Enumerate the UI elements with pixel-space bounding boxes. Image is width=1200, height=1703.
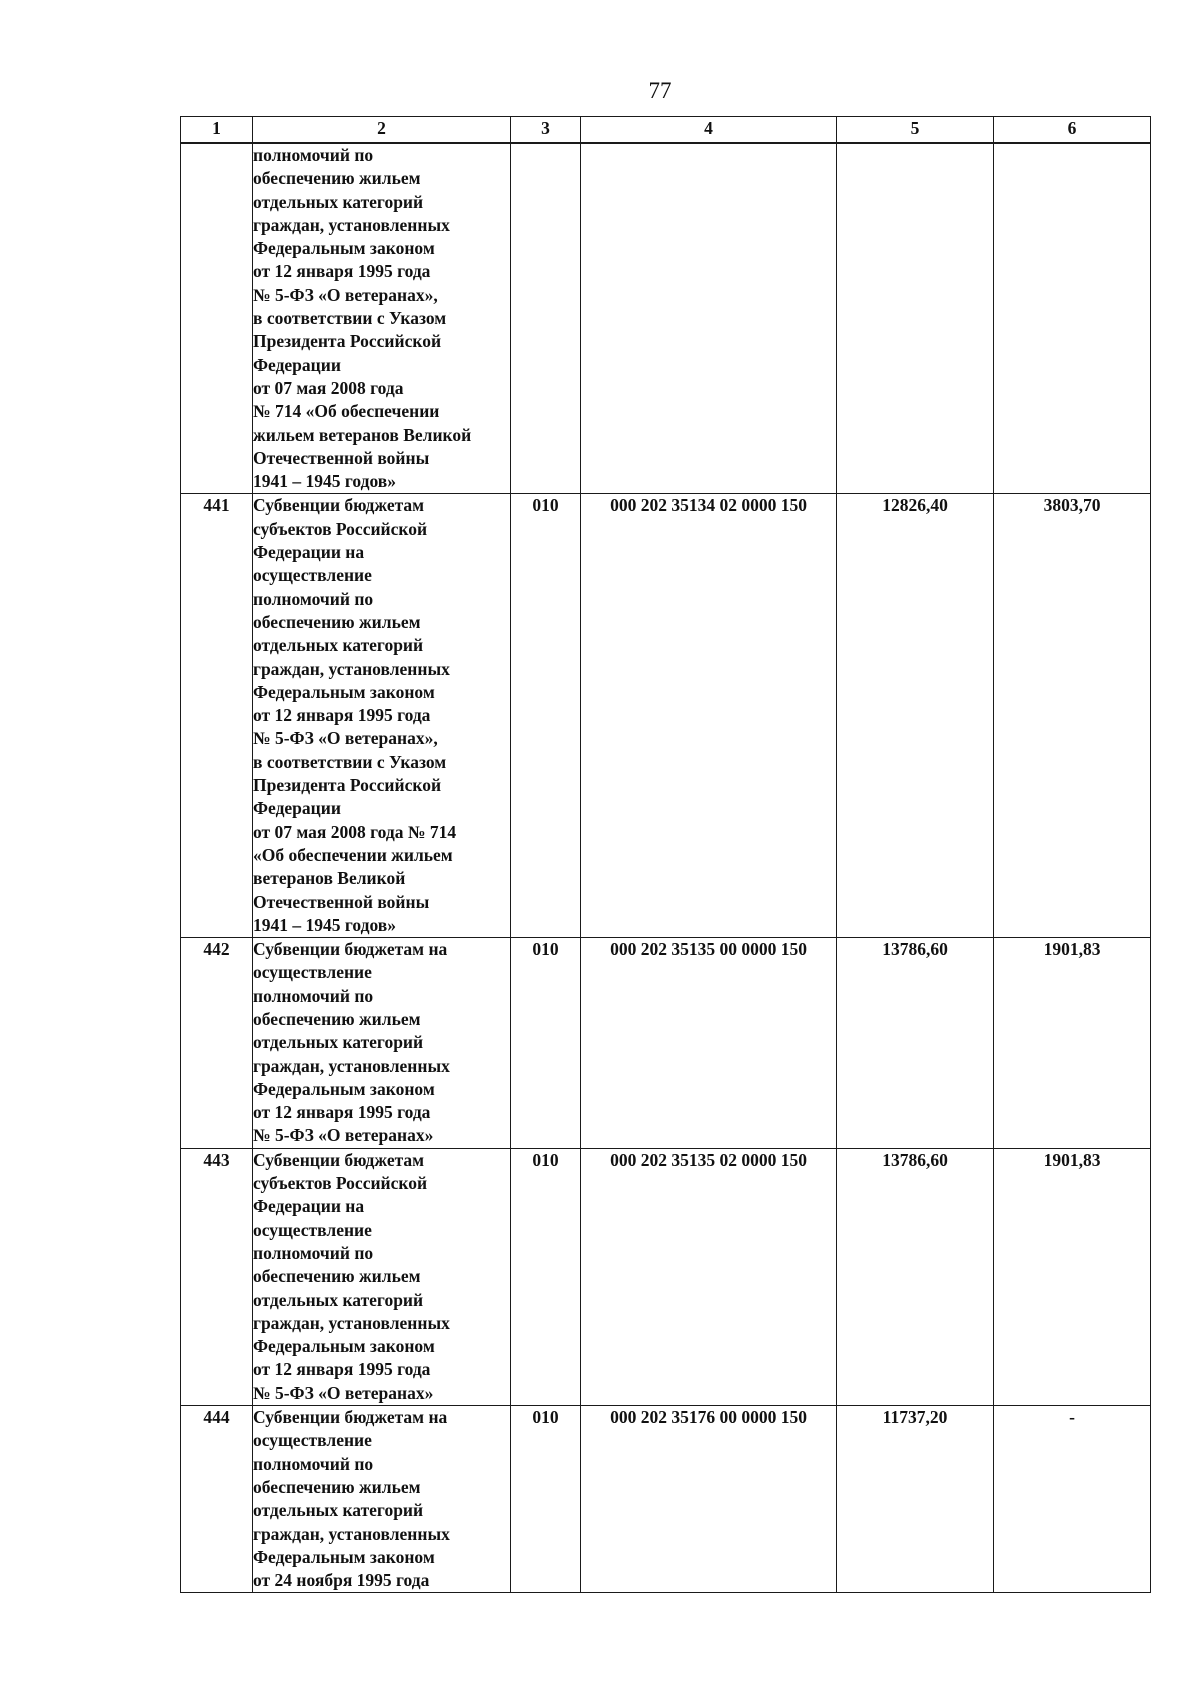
row-name: полномочий по обеспечению жильем отдельных категорий граждан, установленных Федеральным законом от 12 января 1995 года № 5-ФЗ «О ветеранах», в соответствии с Указом Президента Российской Федерации от 07 мая 2008 года № 714 «Об обеспечении жильем ветеранов Великой Отечественной войны 1941 – 1945 годов» [253, 143, 511, 494]
header-col-3: 3 [511, 117, 581, 144]
row-amount-6 [994, 143, 1151, 494]
row-amount-5 [837, 143, 994, 494]
row-budget-code: 000 202 35176 00 0000 150 [581, 1406, 837, 1593]
row-number: 442 [181, 938, 253, 1149]
header-row [181, 117, 1151, 144]
page-number: 77 [648, 78, 672, 103]
table-body [181, 143, 1151, 1593]
row-amount-6: 1901,83 [994, 1148, 1151, 1405]
header-col-4: 4 [581, 117, 837, 144]
row-admin-code: 010 [511, 494, 581, 938]
table-header [181, 117, 1151, 144]
header-col-1: 1 [181, 117, 253, 144]
header-col-6: 6 [994, 117, 1151, 144]
row-amount-5: 13786,60 [837, 1148, 994, 1405]
row-budget-code [581, 143, 837, 494]
table-row [181, 1406, 1151, 1593]
row-amount-5: 13786,60 [837, 938, 994, 1149]
row-amount-5: 11737,20 [837, 1406, 994, 1593]
row-admin-code: 010 [511, 1148, 581, 1405]
row-number [181, 143, 253, 494]
row-amount-5: 12826,40 [837, 494, 994, 938]
row-name: Субвенции бюджетам на осуществление полномочий по обеспечению жильем отдельных категорий граждан, установленных Федеральным законом от 24 ноября 1995 года [253, 1406, 511, 1593]
row-admin-code: 010 [511, 1406, 581, 1593]
table-row [181, 494, 1151, 938]
row-name: Субвенции бюджетам субъектов Российской Федерации на осуществление полномочий по обеспечению жильем отдельных категорий граждан, установленных Федеральным законом от 12 января 1995 года № 5-ФЗ «О ветеранах» [253, 1148, 511, 1405]
row-name: Субвенции бюджетам на осуществление полномочий по обеспечению жильем отдельных категорий граждан, установленных Федеральным законом от 12 января 1995 года № 5-ФЗ «О ветеранах» [253, 938, 511, 1149]
table-row [181, 938, 1151, 1149]
row-amount-6: 1901,83 [994, 938, 1151, 1149]
row-number: 441 [181, 494, 253, 938]
row-budget-code: 000 202 35135 00 0000 150 [581, 938, 837, 1149]
row-admin-code: 010 [511, 938, 581, 1149]
row-amount-6: 3803,70 [994, 494, 1151, 938]
header-col-2: 2 [253, 117, 511, 144]
row-admin-code [511, 143, 581, 494]
row-budget-code: 000 202 35135 02 0000 150 [581, 1148, 837, 1405]
row-budget-code: 000 202 35134 02 0000 150 [581, 494, 837, 938]
table-row [181, 143, 1151, 494]
row-number: 444 [181, 1406, 253, 1593]
row-name: Субвенции бюджетам субъектов Российской Федерации на осуществление полномочий по обеспечению жильем отдельных категорий граждан, установленных Федеральным законом от 12 января 1995 года № 5-ФЗ «О ветеранах», в соответствии с Указом Президента Российской Федерации от 07 мая 2008 года № 714 «Об обеспечении жильем ветеранов Великой Отечественной войны 1941 – 1945 годов» [253, 494, 511, 938]
row-number: 443 [181, 1148, 253, 1405]
row-amount-6: - [994, 1406, 1151, 1593]
budget-table [180, 116, 1151, 1593]
table-row [181, 1148, 1151, 1405]
header-col-5: 5 [837, 117, 994, 144]
